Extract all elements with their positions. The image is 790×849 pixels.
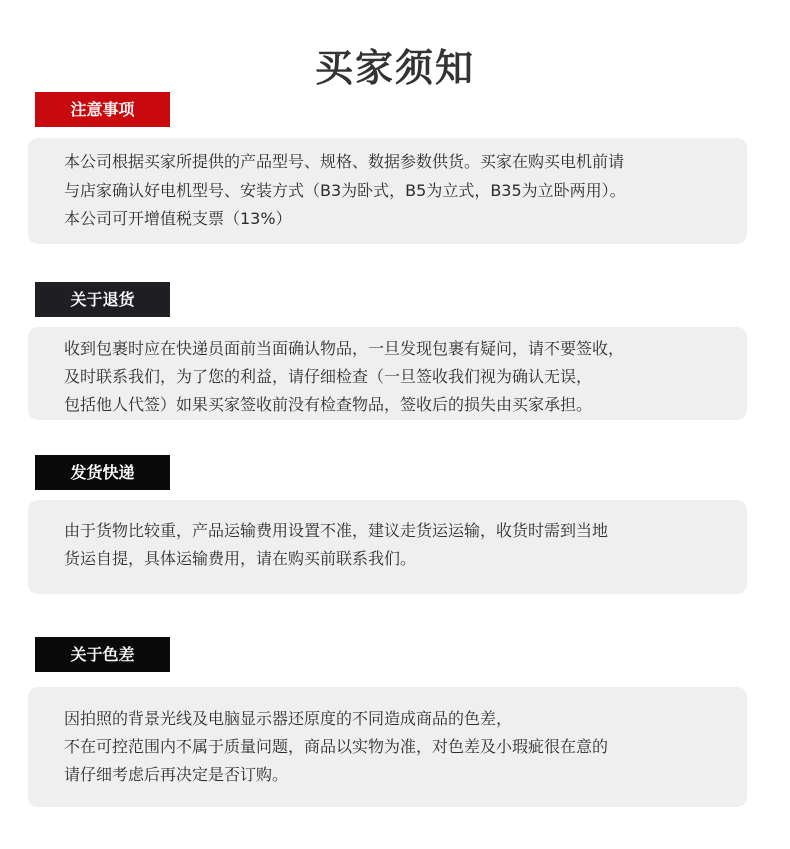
notice-line: 本公司根据买家所提供的产品型号、规格、数据参数供货。买家在购买电机前请 <box>64 152 625 171</box>
color-line: 因拍照的背景光线及电脑显示器还原度的不同造成商品的色差， <box>64 709 513 728</box>
section-label-color: 关于色差 <box>35 637 170 672</box>
shipping-line: 货运自提，具体运输费用，请在购买前联系我们。 <box>64 549 417 568</box>
section-label-notice: 注意事项 <box>35 92 170 127</box>
color-line: 请仔细考虑后再决定是否订购。 <box>64 765 289 784</box>
returns-line: 收到包裹时应在快递员面前当面确认物品，一旦发现包裹有疑问，请不要签收， <box>64 339 625 358</box>
color-line: 不在可控范围内不属于质量问题，商品以实物为准，对色差及小瑕疵很在意的 <box>64 737 609 756</box>
section-box-shipping <box>28 500 747 594</box>
notice-line: 与店家确认好电机型号、安装方式（B3为卧式，B5为立式，B35为立卧两用）。 <box>64 181 626 200</box>
section-label-shipping: 发货快递 <box>35 455 170 490</box>
returns-line: 及时联系我们，为了您的利益，请仔细检查（一旦签收我们视为确认无误， <box>64 367 593 386</box>
page-title: 买家须知 <box>314 46 475 90</box>
section-label-returns: 关于退货 <box>35 282 170 317</box>
notice-line: 本公司可开增值税支票（13%） <box>64 209 292 228</box>
section-box-returns <box>28 327 747 420</box>
returns-line: 包括他人代签）如果买家签收前没有检查物品，签收后的损失由买家承担。 <box>64 395 593 414</box>
shipping-line: 由于货物比较重，产品运输费用设置不准，建议走货运运输，收货时需到当地 <box>64 521 609 540</box>
section-box-color <box>28 687 747 807</box>
section-box-notice <box>28 138 747 244</box>
